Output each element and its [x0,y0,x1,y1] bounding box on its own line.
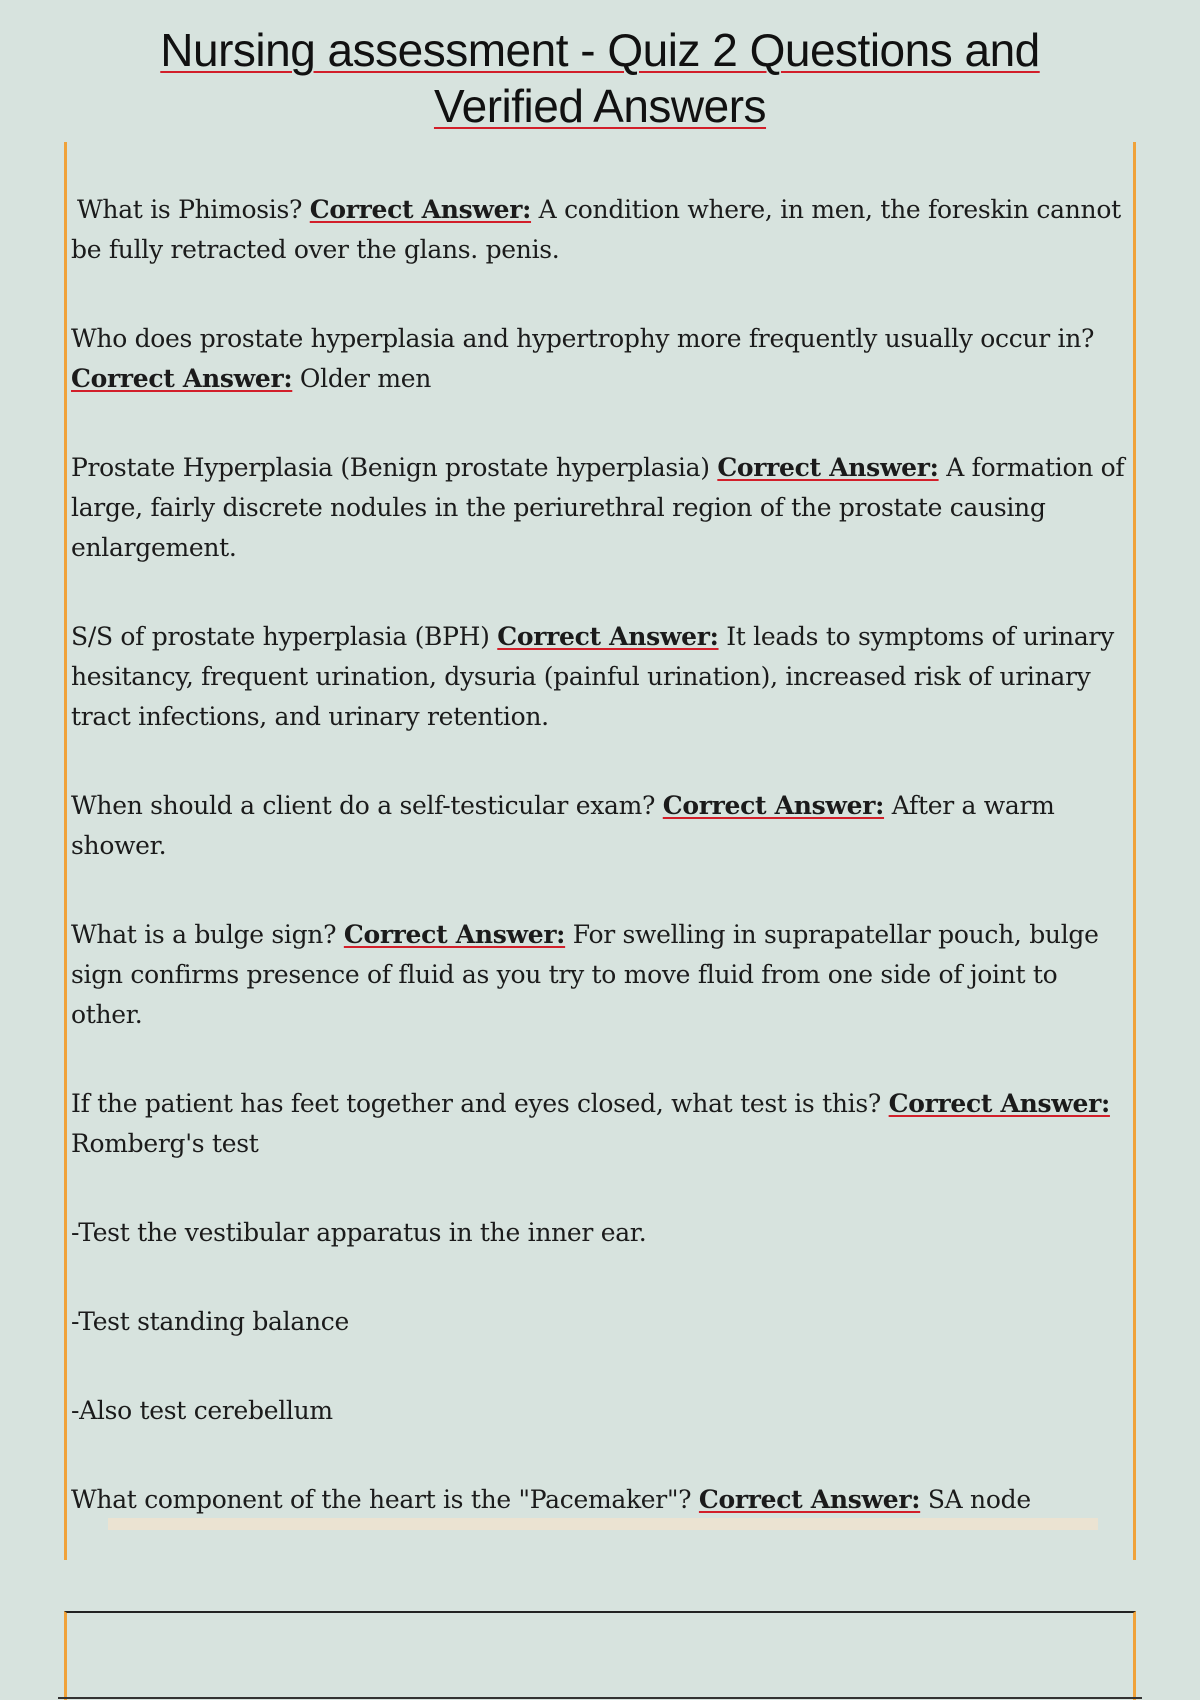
question-text: If the patient has feet together and eyes closed, what test is this? [71,1089,889,1118]
next-page-box [64,1611,1136,1700]
answer-text: Older men [292,364,432,393]
question-text: What is Phimosis? [77,195,310,224]
answer-label: Correct Answer: [662,791,885,820]
title-line-1: Nursing assessment - Quiz 2 Questions and [160,24,1040,76]
answer-label: Correct Answer: [343,920,566,949]
qa-entry-pacemaker [71,1480,1131,1520]
question-text: S/S of prostate hyperplasia (BPH) [71,622,498,651]
qa-entry-testicular-exam [71,786,1131,866]
qa-entry-bph-symptoms [71,617,1131,737]
question-text: Who does prostate hyperplasia and hypertrophy more frequently usually occur in? [71,324,1095,353]
qa-entry-bulge-sign [71,915,1131,1035]
question-text: Prostate Hyperplasia (Benign prostate hyperplasia) [71,453,718,482]
document-title [0,22,1200,134]
answer-label: Correct Answer: [309,195,532,224]
title-line-2: Verified Answers [433,80,767,132]
qa-entry-romberg-test [71,1084,1131,1164]
qa-entry-phimosis [71,190,1131,270]
answer-label: Correct Answer: [497,622,719,651]
page-bottom-rule [58,1697,1142,1699]
answer-label: Correct Answer: [698,1485,921,1514]
qa-entry-prostate-hyperplasia [71,448,1131,568]
highlight-bar [108,1518,1098,1530]
qa-entry-prostate-occurrence [71,319,1131,399]
answer-label: Correct Answer: [717,453,939,482]
answer-text: It leads to symptoms of urinary hesitancy, frequent urination, dysuria (painful urination), increased risk of urinary tract infections, and urinary retention. [71,622,1114,731]
answer-label: Correct Answer: [888,1089,1110,1118]
note-standing-balance: -Test standing balance [71,1307,349,1336]
note-cerebellum: -Also test cerebellum [71,1396,333,1425]
answer-text: A condition where, in men, the foreskin cannot be fully retracted over the glans. penis. [71,195,1121,264]
note-vestibular: -Test the vestibular apparatus in the inner ear. [71,1218,647,1247]
question-text: When should a client do a self-testicular exam? [71,791,663,820]
qa-list [71,190,1131,1569]
answer-text: After a warm shower. [71,791,1055,860]
answer-text: For swelling in suprapatellar pouch, bulge sign confirms presence of fluid as you try to move fluid from one side of joint to other. [71,920,1099,1029]
answer-text: A formation of large, fairly discrete nodules in the periurethral region of the prostate causing enlargement. [71,453,1125,562]
question-text: What is a bulge sign? [71,920,344,949]
answer-label: Correct Answer: [71,364,293,393]
answer-text: Romberg's test [71,1129,259,1158]
content-box [64,142,1136,1560]
answer-text: SA node [920,1485,1031,1514]
question-text: What component of the heart is the "Pacemaker"? [71,1485,699,1514]
